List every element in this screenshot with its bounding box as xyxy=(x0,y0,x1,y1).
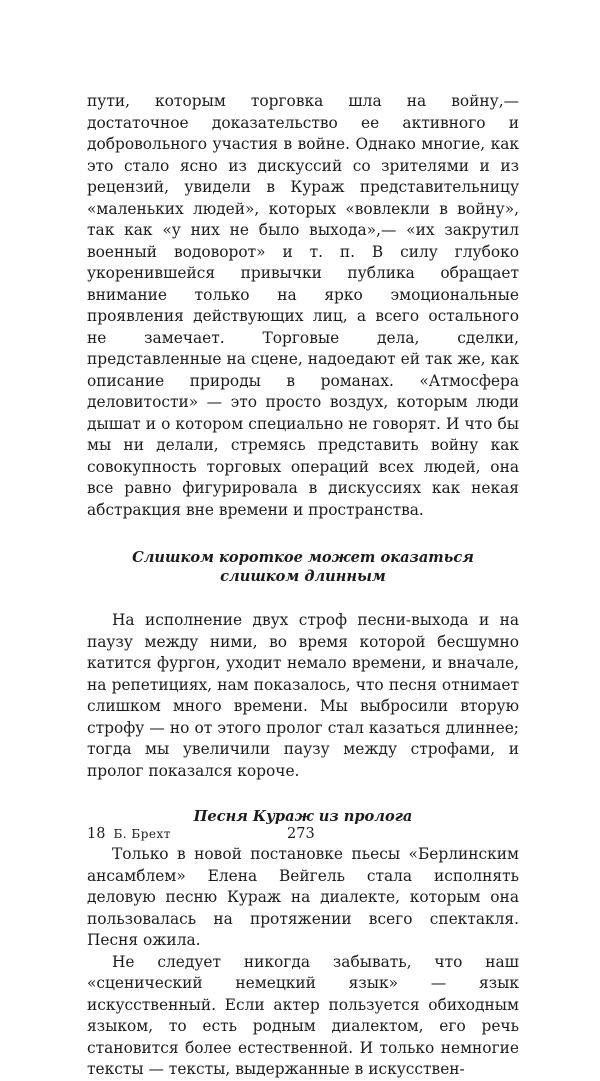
signature-number: 18 xyxy=(87,826,106,842)
signature-name: Б. Брехт xyxy=(113,827,171,841)
paragraph-3: Только в новой постановке пьесы «Берлинским ансамблем» Елена Вейгель стала исполнять деловую песню Кураж на диалекте, которым она пользовалась на протяжении всего спектакля. Песня ожила. xyxy=(87,845,519,949)
page-number: 273 xyxy=(287,826,315,842)
section-heading-2-text: Песня Кураж из пролога xyxy=(193,808,413,825)
page-body xyxy=(87,91,519,1081)
section-heading-2 xyxy=(87,807,519,826)
paragraph-1: пути, которым торговка шла на войну,— достаточное доказательство ее активного и добровольного участия в войне. Однако многие, как это стало ясно из дискуссий со зрителями и из рецензий, увидели в Кураж представительницу «маленьких людей», которых «вовлекли в войну», так как «у них не было выхода»,— «их закрутил военный водоворот» и т. п. В силу глубоко укоренившейся привычки публика обращает внимание только на ярко эмоциональные проявления действующих лиц, а всего остального не замечает. Торговые дела, сделки, представленные на сцене, надоедают ей так же, как описание природы в романах. «Атмосфера деловитости» — это просто воздух, которым люди дышат и о котором специально не говорят. И что бы мы ни делали, стремясь представить войну как совокупность торговых операций всех людей, она все равно фигурировала в дискуссиях как некая абстракция вне времени и пространства. xyxy=(87,92,519,519)
paragraph-4: Не следует никогда забывать, что наш «сценический немецкий язык» — язык искусственный. Если актер пользуется обиходным языком, то есть родным диалектом, его речь становится более естественной. И только немногие тексты — тексты, выдержанные в искусствен- xyxy=(87,952,519,1078)
section-heading-1-line-1: Слишком короткое может оказаться xyxy=(132,549,474,566)
printer-signature xyxy=(87,826,171,842)
page-footer xyxy=(87,826,519,846)
section-heading-1 xyxy=(87,548,519,586)
paragraph-2: На исполнение двух строф песни-выхода и на паузу между ними, во время которой бесшумно катится фургон, уходит немало времени, и вначале, на репетициях, нам показалось, что песня отнимает слишком много времени. Мы выбросили вторую строфу — но от этого пролог стал казаться длиннее; тогда мы увеличили паузу между строфами, и пролог показался короче. xyxy=(87,611,519,780)
section-heading-1-line-2: слишком длинным xyxy=(220,568,386,585)
